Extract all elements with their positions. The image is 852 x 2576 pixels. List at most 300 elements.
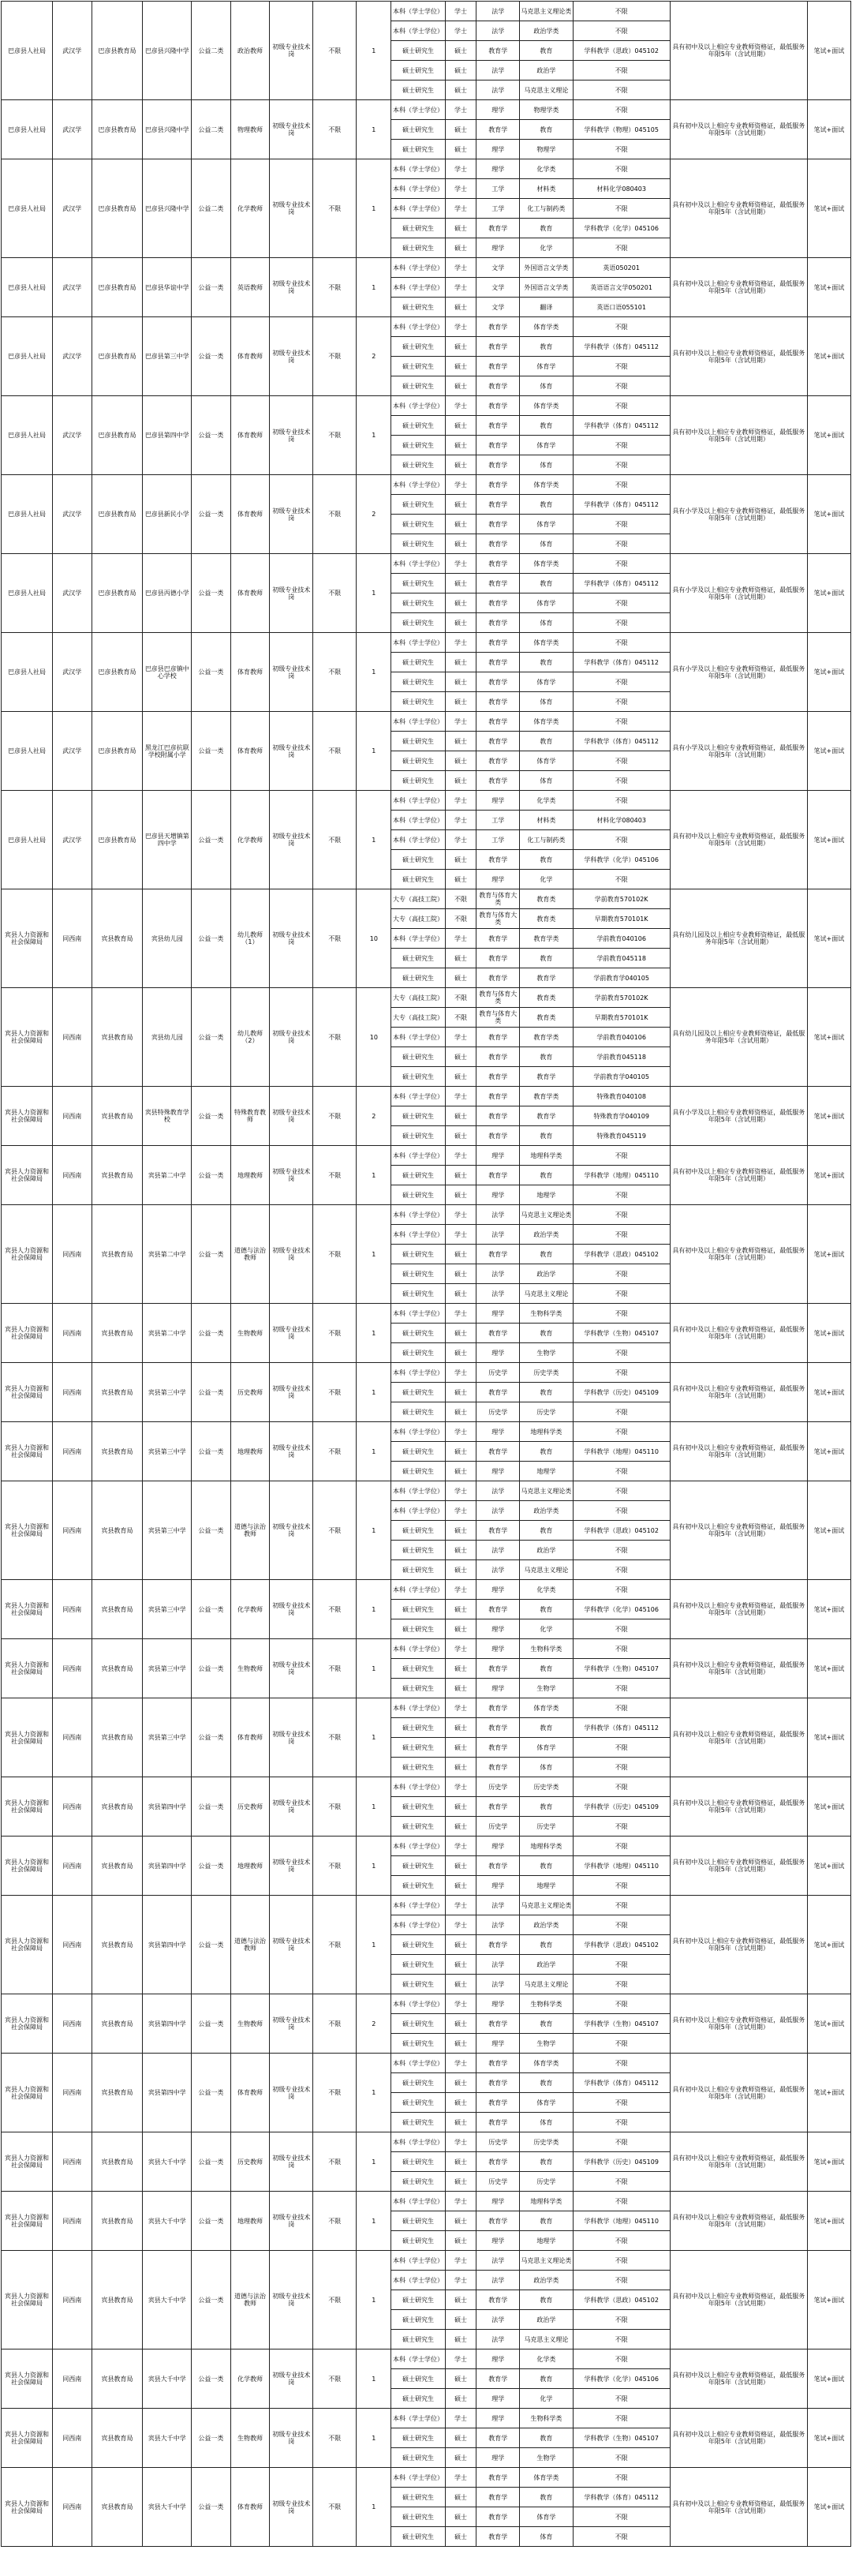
school-cell: 宾县大千中学: [143, 2349, 192, 2409]
education-cell: 硕士研究生: [391, 672, 445, 692]
discipline-cell: 教育学: [476, 1383, 520, 1402]
major-class-cell: 教育类: [520, 988, 573, 1008]
limit-cell: 不限: [313, 1698, 357, 1777]
page: [0, 1, 852, 2576]
org-cell: 巴彦县教育局: [92, 475, 143, 554]
discipline-cell: 教育学: [476, 515, 520, 534]
unit-type-cell: 同西南: [52, 2468, 92, 2547]
unit-type-cell: 同西南: [52, 1639, 92, 1698]
education-cell: 硕士研究生: [391, 1679, 445, 1698]
table-row: [2, 554, 851, 574]
major-class-cell: 教育: [520, 732, 573, 751]
level-cell: 公益一类: [192, 889, 231, 988]
note-cell: 具有幼儿园及以上相应专业教师资格证，最低服务年限5年（含试用期）: [670, 988, 807, 1087]
major-class-cell: 地理科学类: [520, 2192, 573, 2211]
major-class-cell: 政治学类: [520, 2271, 573, 2290]
category-cell: 初级专业技术岗: [270, 1363, 313, 1422]
category-cell: 初级专业技术岗: [270, 396, 313, 475]
limit-cell: 不限: [313, 2468, 357, 2547]
org-cell: 宾县教育局: [92, 1422, 143, 1481]
dept-cell: 宾县人力资源和社会保障局: [2, 1896, 53, 1994]
education-cell: 硕士研究生: [391, 968, 445, 988]
education-cell: 硕士研究生: [391, 1619, 445, 1639]
discipline-cell: 教育学: [476, 2369, 520, 2389]
major-class-cell: 教育: [520, 2211, 573, 2231]
level-cell: 公益二类: [192, 100, 231, 159]
unit-type-cell: 同西南: [52, 2054, 92, 2132]
note-cell: 具有初中及以上相应专业教师资格证，最低服务年限5年（含试用期）: [670, 2132, 807, 2192]
degree-cell: 硕士: [445, 574, 476, 593]
degree-cell: 硕士: [445, 2290, 476, 2310]
major-cell: 不限: [573, 1284, 670, 1304]
degree-cell: 硕士: [445, 2211, 476, 2231]
school-cell: 宾县第三中学: [143, 1639, 192, 1698]
major-class-cell: 教育: [520, 1383, 573, 1402]
major-class-cell: 教育: [520, 949, 573, 968]
method-cell: 笔试+面试: [807, 2054, 850, 2132]
table-row: [2, 1639, 851, 1659]
school-cell: 宾县第四中学: [143, 1994, 192, 2054]
table-row: [2, 159, 851, 179]
education-cell: 硕士研究生: [391, 1521, 445, 1541]
note-cell: 具有小学及以上相应专业教师资格证，最低服务年限5年（含试用期）: [670, 633, 807, 712]
note-cell: 具有初中及以上相应专业教师资格证，最低服务年限5年（含试用期）: [670, 1837, 807, 1896]
dept-cell: 巴彦县人社局: [2, 100, 53, 159]
major-cell: 不限: [573, 455, 670, 475]
degree-cell: 硕士: [445, 1856, 476, 1876]
discipline-cell: 教育学: [476, 633, 520, 653]
level-cell: 公益一类: [192, 1837, 231, 1896]
position-cell: 体育教师: [230, 475, 270, 554]
count-cell: 2: [357, 317, 391, 396]
note-cell: 具有初中及以上相应专业教师资格证，最低服务年限5年（含试用期）: [670, 396, 807, 475]
method-cell: 笔试+面试: [807, 633, 850, 712]
unit-type-cell: 武汉学: [52, 2, 92, 100]
unit-type-cell: 同西南: [52, 1087, 92, 1146]
education-cell: 本科（学士学位）: [391, 179, 445, 199]
major-cell: 学科教学（化学）045106: [573, 1600, 670, 1619]
education-cell: 硕士研究生: [391, 2310, 445, 2330]
major-class-cell: 教育: [520, 495, 573, 515]
education-cell: 本科（学士学位）: [391, 396, 445, 416]
education-cell: 硕士研究生: [391, 455, 445, 475]
count-cell: 1: [357, 1304, 391, 1363]
school-cell: 宾县第三中学: [143, 1363, 192, 1422]
education-cell: 硕士研究生: [391, 2369, 445, 2389]
major-cell: 材料化学080403: [573, 811, 670, 830]
category-cell: 初级专业技术岗: [270, 1205, 313, 1304]
org-cell: 宾县教育局: [92, 1994, 143, 2054]
major-cell: 不限: [573, 1758, 670, 1777]
discipline-cell: 教育学: [476, 1659, 520, 1679]
position-cell: 化学教师: [230, 159, 270, 258]
count-cell: 1: [357, 1363, 391, 1422]
category-cell: 初级专业技术岗: [270, 1304, 313, 1363]
discipline-cell: 教育学: [476, 751, 520, 771]
school-cell: 巴彦县丙德小学: [143, 554, 192, 633]
degree-cell: 硕士: [445, 1817, 476, 1837]
major-class-cell: 教育学类: [520, 1087, 573, 1106]
school-cell: 宾县特殊教育学校: [143, 1087, 192, 1146]
major-cell: 学科教学（历史）045109: [573, 1383, 670, 1402]
table-row: [2, 1994, 851, 2014]
major-cell: 学科教学（化学）045106: [573, 219, 670, 238]
limit-cell: 不限: [313, 791, 357, 889]
count-cell: 10: [357, 988, 391, 1087]
level-cell: 公益一类: [192, 2251, 231, 2349]
major-cell: 不限: [573, 1363, 670, 1383]
education-cell: 硕士研究生: [391, 613, 445, 633]
method-cell: 笔试+面试: [807, 396, 850, 475]
org-cell: 宾县教育局: [92, 2132, 143, 2192]
major-cell: 学科教学（历史）045109: [573, 1797, 670, 1817]
education-cell: 硕士研究生: [391, 1758, 445, 1777]
count-cell: 1: [357, 1205, 391, 1304]
level-cell: 公益一类: [192, 475, 231, 554]
education-cell: 硕士研究生: [391, 1876, 445, 1896]
method-cell: 笔试+面试: [807, 2132, 850, 2192]
count-cell: 1: [357, 2349, 391, 2409]
major-cell: 学科教学（历史）045109: [573, 2152, 670, 2172]
degree-cell: 硕士: [445, 2369, 476, 2389]
method-cell: 笔试+面试: [807, 258, 850, 317]
education-cell: 硕士研究生: [391, 298, 445, 317]
degree-cell: 硕士: [445, 376, 476, 396]
education-cell: 本科（学士学位）: [391, 811, 445, 830]
major-cell: 不限: [573, 2310, 670, 2330]
degree-cell: 不限: [445, 1008, 476, 1028]
degree-cell: 硕士: [445, 2527, 476, 2547]
major-cell: 学科教学（生物）045107: [573, 1324, 670, 1343]
dept-cell: 巴彦县人社局: [2, 554, 53, 633]
discipline-cell: 教育学: [476, 2527, 520, 2547]
degree-cell: 硕士: [445, 1284, 476, 1304]
discipline-cell: 教育学: [476, 1126, 520, 1146]
major-cell: 不限: [573, 593, 670, 613]
major-cell: 学科教学（体育）045112: [573, 574, 670, 593]
level-cell: 公益一类: [192, 2468, 231, 2547]
major-class-cell: 生物科学类: [520, 1994, 573, 2014]
count-cell: 1: [357, 1837, 391, 1896]
education-cell: 本科（学士学位）: [391, 1481, 445, 1501]
org-cell: 宾县教育局: [92, 988, 143, 1087]
unit-type-cell: 同西南: [52, 2409, 92, 2468]
discipline-cell: 历史学: [476, 1777, 520, 1797]
dept-cell: 宾县人力资源和社会保障局: [2, 1205, 53, 1304]
major-class-cell: 地理学: [520, 1462, 573, 1481]
education-cell: 硕士研究生: [391, 515, 445, 534]
education-cell: 硕士研究生: [391, 495, 445, 515]
education-cell: 硕士研究生: [391, 949, 445, 968]
discipline-cell: 法学: [476, 2, 520, 21]
major-class-cell: 地理科学类: [520, 1146, 573, 1166]
category-cell: 初级专业技术岗: [270, 791, 313, 889]
level-cell: 公益一类: [192, 317, 231, 396]
education-cell: 硕士研究生: [391, 2152, 445, 2172]
major-cell: 学前教育570102K: [573, 889, 670, 909]
major-class-cell: 教育: [520, 1856, 573, 1876]
major-class-cell: 体育学: [520, 2093, 573, 2113]
education-cell: 硕士研究生: [391, 1264, 445, 1284]
school-cell: 宾县第四中学: [143, 2054, 192, 2132]
major-cell: 不限: [573, 1679, 670, 1698]
education-cell: 硕士研究生: [391, 1541, 445, 1560]
school-cell: 巴彦县巴彦镇中心学校: [143, 633, 192, 712]
discipline-cell: 法学: [476, 1915, 520, 1935]
method-cell: 笔试+面试: [807, 1994, 850, 2054]
position-cell: 体育教师: [230, 633, 270, 712]
discipline-cell: 教育学: [476, 2014, 520, 2034]
note-cell: 具有初中及以上相应专业教师资格证，最低服务年限5年（含试用期）: [670, 2192, 807, 2251]
major-cell: 不限: [573, 2251, 670, 2271]
dept-cell: 宾县人力资源和社会保障局: [2, 1146, 53, 1205]
major-class-cell: 教育: [520, 1166, 573, 1185]
degree-cell: 硕士: [445, 120, 476, 140]
school-cell: 宾县第二中学: [143, 1146, 192, 1205]
discipline-cell: 教育学: [476, 1600, 520, 1619]
discipline-cell: 教育学: [476, 2290, 520, 2310]
degree-cell: 硕士: [445, 416, 476, 436]
degree-cell: 硕士: [445, 515, 476, 534]
discipline-cell: 法学: [476, 2310, 520, 2330]
education-cell: 硕士研究生: [391, 2527, 445, 2547]
discipline-cell: 工学: [476, 199, 520, 219]
major-cell: 学前教育570102K: [573, 988, 670, 1008]
major-cell: 不限: [573, 1777, 670, 1797]
dept-cell: 宾县人力资源和社会保障局: [2, 1304, 53, 1363]
limit-cell: 不限: [313, 889, 357, 988]
education-cell: 硕士研究生: [391, 2093, 445, 2113]
major-class-cell: 马克思主义理论: [520, 1975, 573, 1994]
dept-cell: 宾县人力资源和社会保障局: [2, 988, 53, 1087]
degree-cell: 硕士: [445, 732, 476, 751]
degree-cell: 硕士: [445, 1185, 476, 1205]
position-cell: 体育教师: [230, 2054, 270, 2132]
note-cell: 具有小学及以上相应专业教师资格证，最低服务年限5年（含试用期）: [670, 712, 807, 791]
degree-cell: 硕士: [445, 1442, 476, 1462]
major-cell: 特殊教育045119: [573, 1126, 670, 1146]
discipline-cell: 教育学: [476, 495, 520, 515]
degree-cell: 学士: [445, 2054, 476, 2073]
degree-cell: 硕士: [445, 692, 476, 712]
limit-cell: 不限: [313, 1580, 357, 1639]
major-cell: 不限: [573, 1738, 670, 1758]
degree-cell: 硕士: [445, 2113, 476, 2132]
major-class-cell: 政治学类: [520, 1225, 573, 1245]
unit-type-cell: 同西南: [52, 1363, 92, 1422]
degree-cell: 学士: [445, 1994, 476, 2014]
unit-type-cell: 同西南: [52, 2251, 92, 2349]
education-cell: 硕士研究生: [391, 1047, 445, 1067]
degree-cell: 学士: [445, 2, 476, 21]
level-cell: 公益一类: [192, 988, 231, 1087]
degree-cell: 硕士: [445, 870, 476, 889]
unit-type-cell: 同西南: [52, 1422, 92, 1481]
unit-type-cell: 武汉学: [52, 633, 92, 712]
discipline-cell: 教育学: [476, 436, 520, 455]
discipline-cell: 教育学: [476, 1856, 520, 1876]
major-cell: 不限: [573, 238, 670, 258]
discipline-cell: 历史学: [476, 1817, 520, 1837]
education-cell: 本科（学士学位）: [391, 258, 445, 278]
limit-cell: 不限: [313, 317, 357, 396]
education-cell: 本科（学士学位）: [391, 1915, 445, 1935]
major-cell: 不限: [573, 791, 670, 811]
table-row: [2, 1422, 851, 1442]
school-cell: 宾县大千中学: [143, 2251, 192, 2349]
discipline-cell: 理学: [476, 1185, 520, 1205]
major-class-cell: 教育: [520, 850, 573, 870]
org-cell: 宾县教育局: [92, 1146, 143, 1205]
discipline-cell: 教育学: [476, 593, 520, 613]
major-cell: 不限: [573, 2192, 670, 2211]
limit-cell: 不限: [313, 2349, 357, 2409]
major-class-cell: 体育学: [520, 1738, 573, 1758]
major-class-cell: 政治学: [520, 1264, 573, 1284]
education-cell: 本科（学士学位）: [391, 1501, 445, 1521]
limit-cell: 不限: [313, 2192, 357, 2251]
method-cell: 笔试+面试: [807, 1087, 850, 1146]
education-cell: 硕士研究生: [391, 692, 445, 712]
table-row: [2, 2132, 851, 2152]
position-cell: 体育教师: [230, 317, 270, 396]
dept-cell: 宾县人力资源和社会保障局: [2, 1087, 53, 1146]
discipline-cell: 教育学: [476, 2152, 520, 2172]
education-cell: 硕士研究生: [391, 2231, 445, 2251]
discipline-cell: 法学: [476, 1955, 520, 1975]
unit-type-cell: 同西南: [52, 988, 92, 1087]
degree-cell: 硕士: [445, 1245, 476, 1264]
education-cell: 硕士研究生: [391, 1797, 445, 1817]
discipline-cell: 理学: [476, 1343, 520, 1363]
discipline-cell: 教育学: [476, 1245, 520, 1264]
limit-cell: 不限: [313, 1896, 357, 1994]
discipline-cell: 文学: [476, 278, 520, 298]
degree-cell: 学士: [445, 1837, 476, 1856]
education-cell: 硕士研究生: [391, 416, 445, 436]
major-class-cell: 教育学类: [520, 1028, 573, 1047]
major-class-cell: 体育学类: [520, 1698, 573, 1718]
degree-cell: 学士: [445, 2468, 476, 2488]
position-cell: 化学教师: [230, 1580, 270, 1639]
table-row: [2, 396, 851, 416]
degree-cell: 硕士: [445, 850, 476, 870]
major-class-cell: 马克思主义理论: [520, 2330, 573, 2349]
education-cell: 本科（学士学位）: [391, 1698, 445, 1718]
major-cell: 学科教学（体育）045112: [573, 2488, 670, 2507]
degree-cell: 硕士: [445, 455, 476, 475]
school-cell: 宾县第四中学: [143, 1837, 192, 1896]
school-cell: 宾县第三中学: [143, 1481, 192, 1580]
major-class-cell: 马克思主义理论类: [520, 2251, 573, 2271]
major-cell: 不限: [573, 2349, 670, 2369]
table-row: [2, 1146, 851, 1166]
discipline-cell: 教育学: [476, 1166, 520, 1185]
method-cell: 笔试+面试: [807, 1304, 850, 1363]
degree-cell: 硕士: [445, 1738, 476, 1758]
education-cell: 本科（学士学位）: [391, 2054, 445, 2073]
education-cell: 硕士研究生: [391, 1935, 445, 1955]
degree-cell: 硕士: [445, 1047, 476, 1067]
discipline-cell: 教育学: [476, 929, 520, 949]
degree-cell: 不限: [445, 909, 476, 929]
degree-cell: 学士: [445, 1422, 476, 1442]
category-cell: 初级专业技术岗: [270, 1481, 313, 1580]
position-cell: 体育教师: [230, 396, 270, 475]
table-row: [2, 889, 851, 909]
discipline-cell: 理学: [476, 159, 520, 179]
unit-type-cell: 同西南: [52, 2192, 92, 2251]
discipline-cell: 教育学: [476, 1087, 520, 1106]
education-cell: 硕士研究生: [391, 1462, 445, 1481]
education-cell: 硕士研究生: [391, 2014, 445, 2034]
dept-cell: 巴彦县人社局: [2, 159, 53, 258]
major-cell: 材料化学080403: [573, 179, 670, 199]
major-class-cell: 教育类: [520, 909, 573, 929]
education-cell: 硕士研究生: [391, 2428, 445, 2448]
dept-cell: 巴彦县人社局: [2, 317, 53, 396]
degree-cell: 硕士: [445, 61, 476, 80]
major-cell: 不限: [573, 1146, 670, 1166]
discipline-cell: 教育学: [476, 455, 520, 475]
major-class-cell: 教育学: [520, 968, 573, 988]
degree-cell: 硕士: [445, 1758, 476, 1777]
major-cell: 不限: [573, 2468, 670, 2488]
degree-cell: 学士: [445, 2251, 476, 2271]
education-cell: 硕士研究生: [391, 1856, 445, 1876]
education-cell: 硕士研究生: [391, 771, 445, 791]
school-cell: 巴彦县第四中学: [143, 396, 192, 475]
major-cell: 不限: [573, 2034, 670, 2054]
school-cell: 巴彦县兴隆中学: [143, 100, 192, 159]
education-cell: 硕士研究生: [391, 1284, 445, 1304]
degree-cell: 学士: [445, 929, 476, 949]
major-class-cell: 教育: [520, 337, 573, 357]
degree-cell: 学士: [445, 199, 476, 219]
discipline-cell: 理学: [476, 1619, 520, 1639]
major-class-cell: 体育学: [520, 751, 573, 771]
note-cell: 具有初中及以上相应专业教师资格证，最低服务年限5年（含试用期）: [670, 2251, 807, 2349]
limit-cell: 不限: [313, 1994, 357, 2054]
table-row: [2, 317, 851, 337]
education-cell: 本科（学士学位）: [391, 2251, 445, 2271]
count-cell: 1: [357, 2, 391, 100]
major-class-cell: 历史学: [520, 1402, 573, 1422]
major-class-cell: 教育: [520, 416, 573, 436]
major-cell: 不限: [573, 1817, 670, 1837]
position-cell: 生物教师: [230, 1639, 270, 1698]
degree-cell: 硕士: [445, 751, 476, 771]
education-cell: 硕士研究生: [391, 357, 445, 376]
discipline-cell: 教育与体育大类: [476, 909, 520, 929]
degree-cell: 硕士: [445, 2507, 476, 2527]
discipline-cell: 法学: [476, 2251, 520, 2271]
position-cell: 幼儿教师（2）: [230, 988, 270, 1087]
education-cell: 本科（学士学位）: [391, 1777, 445, 1797]
unit-type-cell: 武汉学: [52, 258, 92, 317]
degree-cell: 学士: [445, 1146, 476, 1166]
note-cell: 具有初中及以上相应专业教师资格证，最低服务年限5年（含试用期）: [670, 1422, 807, 1481]
discipline-cell: 教育学: [476, 1442, 520, 1462]
major-class-cell: 体育学: [520, 515, 573, 534]
discipline-cell: 法学: [476, 1560, 520, 1580]
org-cell: 宾县教育局: [92, 1087, 143, 1146]
note-cell: 具有初中及以上相应专业教师资格证，最低服务年限5年（含试用期）: [670, 1205, 807, 1304]
level-cell: 公益一类: [192, 1639, 231, 1698]
unit-type-cell: 同西南: [52, 1837, 92, 1896]
education-cell: 本科（学士学位）: [391, 2468, 445, 2488]
major-cell: 不限: [573, 2172, 670, 2192]
